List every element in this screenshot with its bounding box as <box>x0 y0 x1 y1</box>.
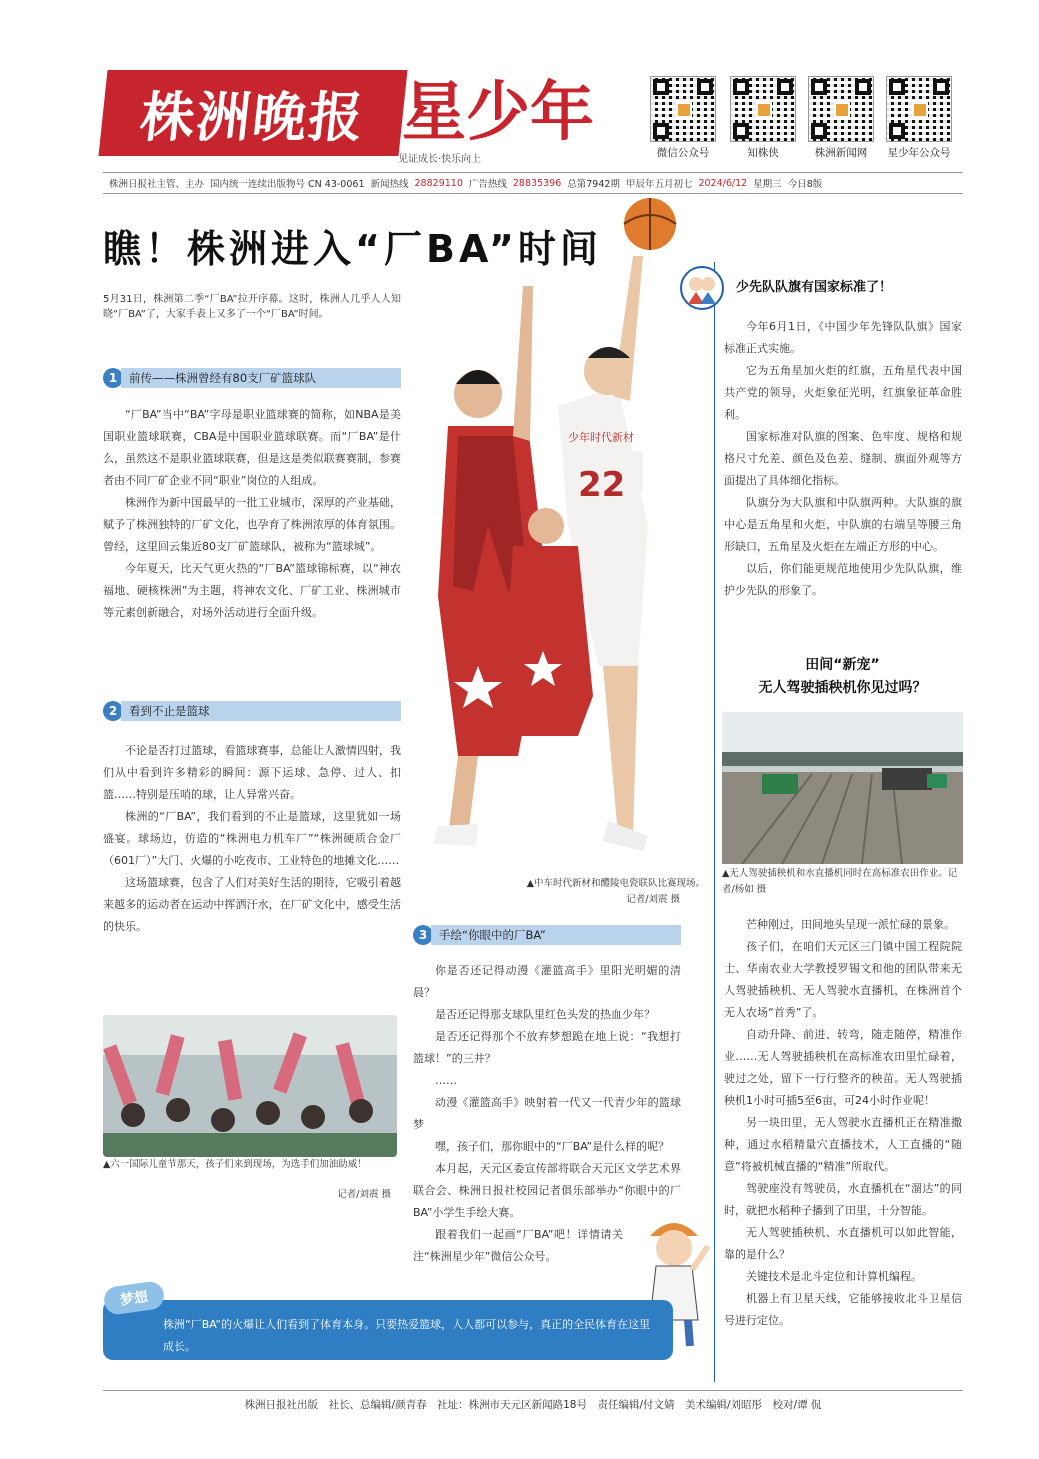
cheering-crowd-icon <box>103 1015 397 1157</box>
section-3-header <box>413 924 681 946</box>
paragraph: 另一块田里，无人驾驶水直播机正在精准撒种，通过水稻精量穴直播技术，人工直播的“随意”将被机械直播的“精准”所取代。 <box>724 1116 962 1173</box>
jersey-text: 少年时代新材 <box>568 431 634 444</box>
jersey-number: 22 <box>578 465 626 505</box>
paragraph: 是否还记得那支球队里红色头发的热血少年？ <box>435 1008 655 1021</box>
paragraph: 嘿，孩子们，那你眼中的“厂BA”是什么样的呢？ <box>435 1140 670 1153</box>
field-title-1: 田间“新宠” <box>805 657 880 673</box>
masthead-title: 株洲晚报 <box>98 70 407 156</box>
field-photo <box>722 712 963 864</box>
qr-code-icon <box>730 76 796 142</box>
paragraph: 孩子们，在咱们天元区三门镇中国工程院院士、华南农业大学教授罗锡文和他的团队带来无人驾驶插秧机、无人驾驶水直播机，在株洲首个无人农场“首秀”了。 <box>724 940 962 1019</box>
rice-field-icon <box>722 712 963 864</box>
crowd-photo <box>103 1015 397 1157</box>
qr-label: 株洲新闻网 <box>814 147 868 159</box>
dream-tag: 梦想 <box>102 1280 165 1316</box>
field-caption: ▲无人驾驶插秧机和水直播机同时在高标准农田作业。记者/杨如 摄 <box>722 868 958 895</box>
section-1-header <box>103 367 401 389</box>
brand-text: 星少年 <box>402 76 594 150</box>
paragraph: 你是否还记得动漫《灌篮高手》里阳光明媚的清晨？ <box>413 964 681 999</box>
paragraph: 跟着我们一起画“厂BA”吧！详情请关注“株洲星少年”微信公众号。 <box>413 1228 623 1263</box>
crowd-caption: ▲六一国际儿童节那天，孩子们来到现场，为选手们加油助威！ <box>103 1159 367 1170</box>
paragraph: “厂BA”当中“BA”字母是职业篮球赛的简称，如NBA是美国职业篮球联赛，CBA是中国职业篮球联赛。而“厂BA”是什么，虽然这不是职业篮球联赛，但是这是类似联赛赛制，参赛者由不同厂矿企业不同“职业”岗位的人组成。 <box>103 408 401 487</box>
issue-date: 2024/6/12 <box>698 177 748 189</box>
paragraph: 今年6月1日，《中国少年先锋队队旗》国家标准正式实施。 <box>724 320 962 355</box>
section-number: 1 <box>103 368 123 388</box>
paragraph: 以后，你们能更规范地使用少先队队旗，维护少先队的形象了。 <box>724 562 962 597</box>
main-photo-caption: ▲中车时代新材和醴陵电瓷联队比赛现场。 <box>526 878 705 889</box>
section-number: 2 <box>103 701 123 721</box>
paragraph: 关键技术是北斗定位和计算机编程。 <box>746 1270 922 1283</box>
masthead-brand <box>402 52 627 162</box>
paragraph: 无人驾驶插秧机、水直播机可以如此智能，靠的是什么？ <box>724 1226 962 1261</box>
paragraph: 是否还记得那个不放弃梦想跪在地上说：“我想打篮球！”的三井？ <box>413 1030 681 1065</box>
section-title: 前传——株洲曾经有80支厂矿篮球队 <box>121 368 401 388</box>
cn-number: 国内统一连续出版物号 CN 43-0061 <box>210 179 365 190</box>
paragraph: 队旗分为大队旗和中队旗两种。大队旗的旗中心是五角星和火炬，中队旗的右端呈等腰三角形缺口，五角星及火炬在左端正方形的中心。 <box>724 496 962 553</box>
crowd-credit: 记者/刘震 摄 <box>337 1189 391 1200</box>
section-title: 手绘“你眼中的厂BA” <box>431 925 681 945</box>
qr-code-icon <box>808 76 874 142</box>
basketball-players-icon <box>418 196 708 876</box>
page-headline: 瞧！株洲进入“厂BA”时间 <box>103 227 602 271</box>
main-photo-credit: 记者/刘震 摄 <box>626 894 680 905</box>
paragraph: 它为五角星加火炬的红旗，五角星代表中国共产党的领导，火炬象征光明，红旗象征革命胜利。 <box>724 364 962 421</box>
section-2-body <box>103 740 401 938</box>
ad-hotline: 28835396 <box>512 177 562 189</box>
field-body <box>724 914 962 1332</box>
sidebar-divider <box>714 262 715 1382</box>
lunar-date: 甲辰年五月初七 <box>625 179 693 190</box>
pioneer-avatar-icon <box>680 266 724 310</box>
paragraph: 株洲作为新中国最早的一批工业城市，深厚的产业基础，赋予了株洲独特的厂矿文化，也孕育了株洲浓厚的体育氛围。曾经，这里回云集近80支厂矿篮球队，被称为“篮球城”。 <box>103 496 401 553</box>
paragraph: 今年夏天，比天气更火热的“厂BA”篮球锦标赛，以“神农福地、硬核株洲”为主题，将神农文化、厂矿工业、株洲城市等元素创新融合，对场外活动进行全面升级。 <box>103 562 401 619</box>
ad-hotline-label: 广告热线 <box>468 179 507 190</box>
news-hotline: 28829110 <box>414 177 463 189</box>
paragraph: 国家标准对队旗的图案、色牢度、规格和规格尺寸允差、颜色及色差、缝制、旗面外观等方面提出了具体细化指标。 <box>724 430 962 487</box>
page-footer: 株洲日报社出版 社长、总编辑/颜青春 社址：株洲市天元区新闻路18号 责任编辑/付文婧 美术编辑/刘昭彤 校对/谭 侃 <box>103 1390 963 1412</box>
paragraph: 不论是否打过篮球，看篮球赛事，总能让人激情四射，我们从中看到许多精彩的瞬间：源下运球、急停、过人、扣篮……特别是压哨的球，让人异常兴奋。 <box>103 744 401 801</box>
paragraph: …… <box>435 1074 457 1087</box>
info-bar <box>103 172 963 194</box>
paragraph: 株洲的“厂BA”，我们看到的不止是篮球，这里犹如一场盛宴。球场边，仿造的“株洲电力机车厂”“株洲硬质合金厂（601厂）”大门、火爆的小吃夜市、工业特色的地摊文化…… <box>103 810 401 867</box>
paragraph: 驾驶座没有驾驶员，水直播机在“溜达”的同时，就把水稻种子播到了田里，十分智能。 <box>724 1182 962 1217</box>
flag-title: 少先队队旗有国家标准了！ <box>736 280 893 295</box>
qr-label: 微信公众号 <box>656 147 710 159</box>
paragraph: 本月起，天元区委宣传部将联合天元区文学艺术界联合会、株洲日报社校园记者俱乐部举办“你眼中的厂BA”小学生手绘大赛。 <box>413 1162 681 1219</box>
section-number: 3 <box>413 925 433 945</box>
qr-news-site[interactable] <box>808 76 874 160</box>
paragraph: 自动升降、前进、转弯，随走随停，精准作业……无人驾驶插秧机在高标准农田里忙碌着，驶过之处，留下一行行整齐的秧苗。无人驾驶插秧机1小时可插5至6亩，可24小时作业呢！ <box>724 1028 962 1107</box>
section-2-header <box>103 700 401 722</box>
publisher: 株洲日报社主管、主办 <box>109 179 205 190</box>
dream-text: 株洲“厂BA”的火爆让人们看到了体育本身。只要热爱篮球，人人都可以参与，真正的全民体育在这里成长。 <box>163 1318 651 1353</box>
paragraph: 芒种刚过，田间地头呈现一派忙碌的景象。 <box>746 918 955 931</box>
news-hotline-label: 新闻热线 <box>370 179 409 190</box>
flag-body <box>724 316 962 602</box>
qr-code-icon <box>886 76 952 142</box>
qr-code-icon <box>650 76 716 142</box>
dream-box <box>103 1300 673 1360</box>
qr-label: 知株侠 <box>747 147 779 159</box>
paragraph: 动漫《灌篮高手》映射着一代又一代青少年的篮球梦 <box>413 1096 681 1131</box>
weekday: 星期三 <box>753 179 782 190</box>
paragraph: 机器上有卫星天线，它能够接收北斗卫星信号进行定位。 <box>724 1292 962 1327</box>
section-1-body <box>103 404 401 624</box>
paragraph: 这场篮球赛，包含了人们对美好生活的期待，它吸引着越来越多的运动者在运动中挥洒汗水，在厂矿文化中，感受生活的快乐。 <box>103 876 401 933</box>
qr-zhizhuxia[interactable] <box>730 76 796 160</box>
basketball-photo <box>418 196 708 876</box>
field-title-2: 无人驾驶插秧机你见过吗？ <box>758 680 927 696</box>
page-count: 今日8版 <box>787 179 823 190</box>
qr-star-youth[interactable] <box>886 76 952 160</box>
qr-wechat[interactable] <box>650 76 716 160</box>
masthead-slogan: 见证成长·快乐向上 <box>398 154 482 165</box>
qr-label: 星少年公众号 <box>887 147 951 159</box>
issue-number: 总第7942期 <box>567 179 620 190</box>
section-title: 看到不止是篮球 <box>121 701 401 721</box>
intro-text: 5月31日，株洲第二季“厂BA”拉开序幕。这时，株洲人几乎人人知晓“厂BA”了，大家手表上又多了一个“厂BA”时间。 <box>103 294 401 320</box>
